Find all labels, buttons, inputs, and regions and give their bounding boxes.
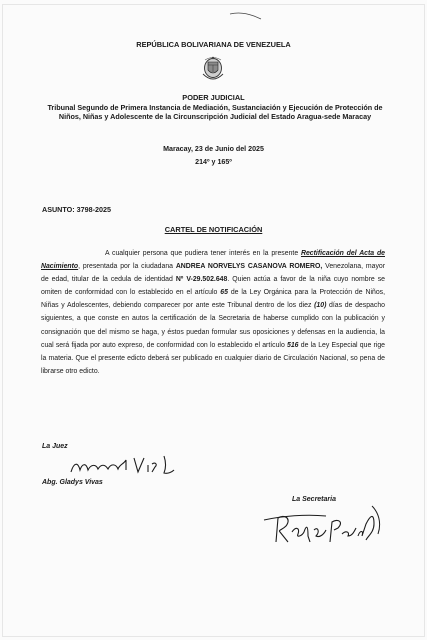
pen-mark [228, 10, 264, 22]
body-text-segment: Venezolana, mayor de edad, titular de la cedula de identidad [41, 263, 386, 284]
secretary-signature [262, 502, 388, 550]
court-name: Tribunal Segundo de Primera Instancia de Mediación, Sustanciación y Ejecución de Protección de Niños, Niñas y Adolescente de la Circunscripción Judicial del Estado Aragua-sede Maracay [47, 103, 383, 122]
article-number: 516 [287, 341, 299, 349]
body-text-segment: días de despacho siguientes, a que conste en autos la certificación de la Secretaria de haberse cumplido con la publicación y consignación que del mismo se haga, y éstos puedan formular sus oposiciones y defensas en la audiencia, la cual será fijada por auto expreso, de conformidad con lo establecido el artículo [41, 302, 385, 349]
branch-heading: PODER JUDICIAL [182, 93, 245, 102]
body-text-segment: . Quien actúa a favor de la niña cuyo nombre se omiten de conformidad con lo establecido en el artículo [41, 276, 385, 297]
judge-signature [68, 452, 180, 480]
applicant-name: ANDREA NORVELYS CASANOVA ROMERO, [175, 263, 323, 271]
body-text-segment: A cualquier persona que pudiera tener interés en la presente [105, 250, 301, 257]
document-date: Maracay, 23 de Junio del 2025 [163, 145, 264, 153]
coat-of-arms-icon [199, 54, 227, 84]
document-years: 214º y 165º [195, 158, 232, 166]
body-text-segment: de la Ley Especial que rige la materia. Que el presente edicto deberá ser publicado en cualquier diario de Circulación Nacional, so pena de librarse otro edicto. [41, 341, 385, 375]
case-number: ASUNTO: 3798-2025 [42, 205, 111, 214]
notice-title: CARTEL DE NOTIFICACIÓN [164, 225, 263, 234]
notice-body [41, 247, 385, 378]
country-heading: REPÚBLICA BOLIVARIANA DE VENEZUELA [136, 40, 291, 49]
secretary-title: La Secretaria [292, 496, 336, 503]
days-count: (10) [314, 302, 327, 310]
article-number: 65 [220, 289, 228, 297]
judge-name: Abg. Gladys Vivas [42, 479, 103, 486]
body-text-segment: , presentada por la ciudadana [78, 263, 176, 271]
judge-title: La Juez [42, 443, 68, 450]
body-text-segment: de la Ley Orgánica para la Protección de Niños, Niñas y Adolescentes, debiendo comparecer por ante este Tribunal dentro de los diez [41, 289, 386, 310]
procedure-name: Rectificación del Acta de Nacimiento [41, 250, 385, 271]
id-number: Nº V-29.502.648 [175, 276, 228, 284]
